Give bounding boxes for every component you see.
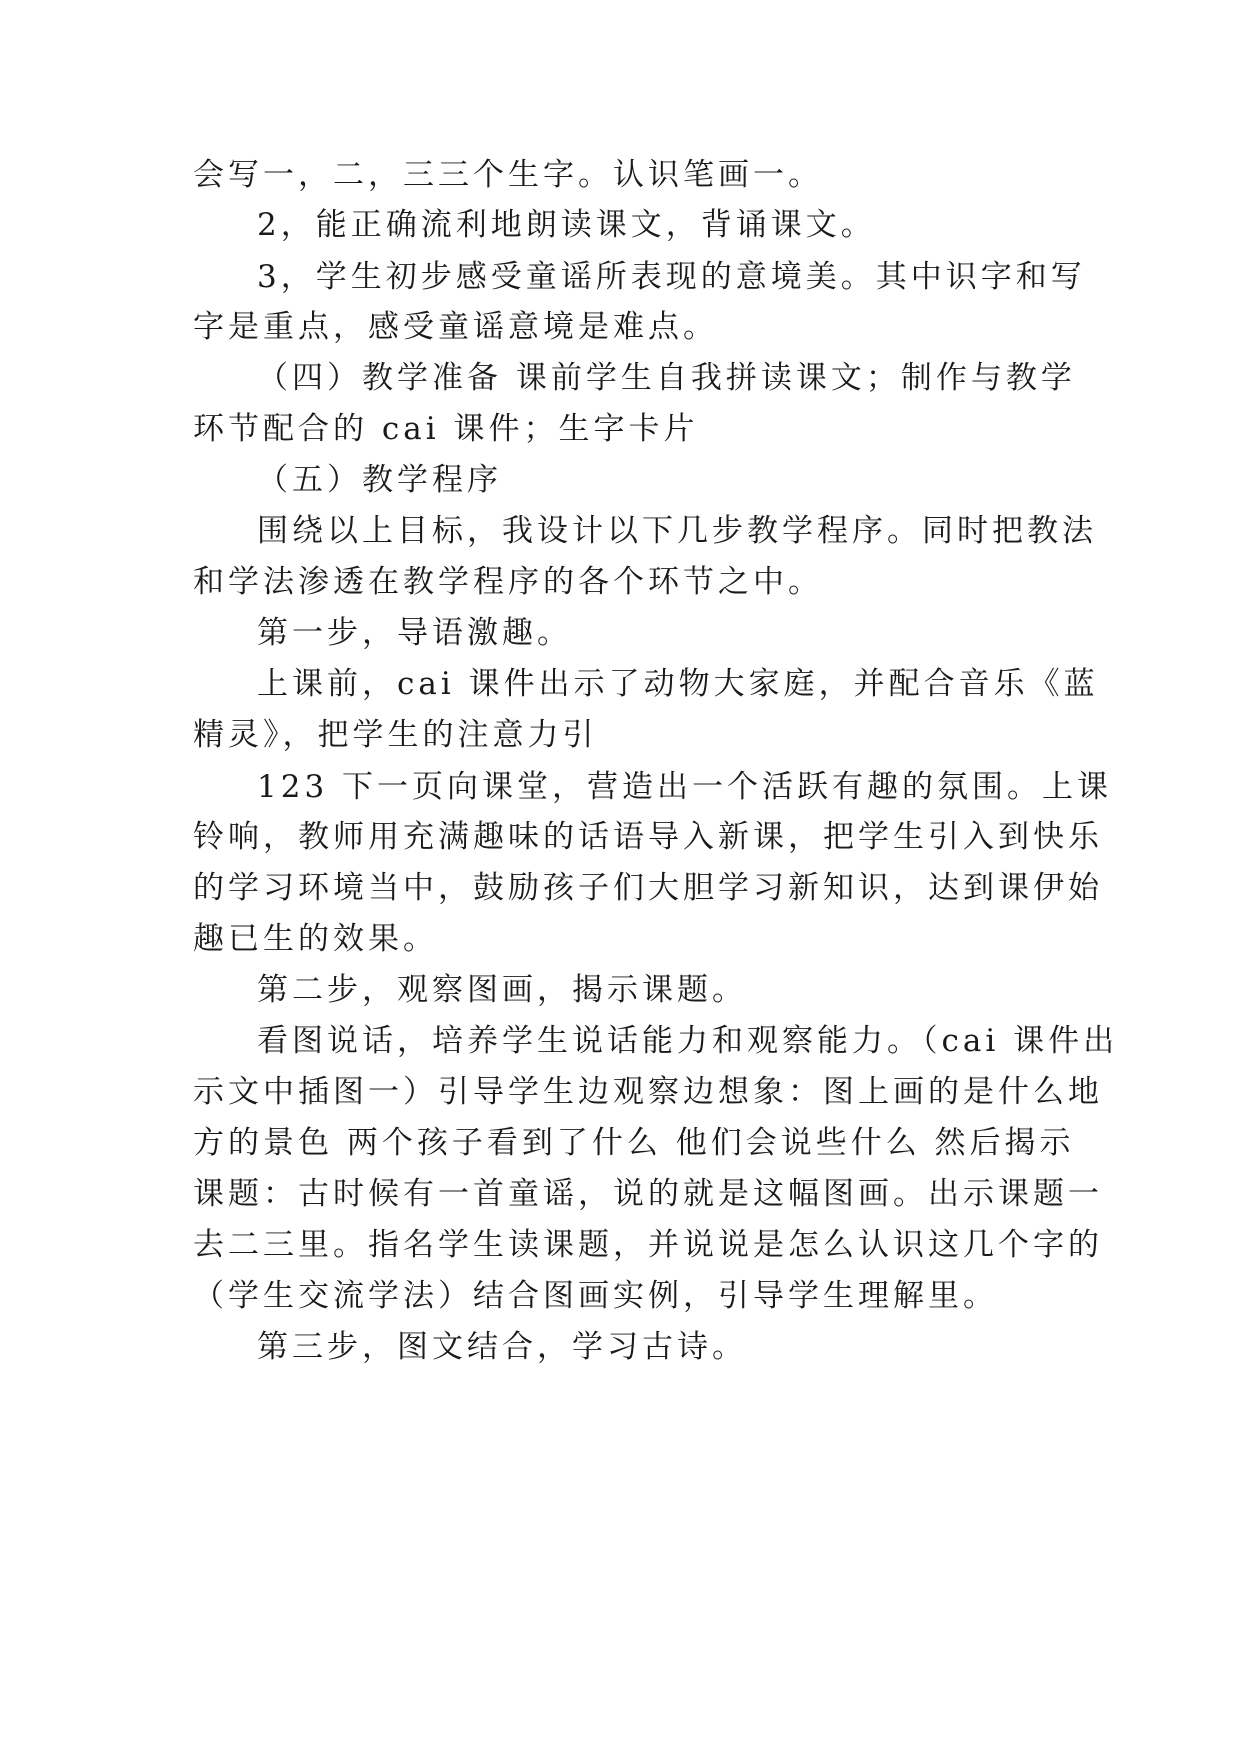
text-line-12: 精灵》，把学生的注意力引 (193, 717, 598, 753)
text-line-5: （四）教学准备 课前学生自我拼读课文；制作与教学 (257, 360, 1076, 396)
text-line-2: 2，能正确流利地朗读课文，背诵课文。 (257, 207, 876, 243)
text-line-23: （学生交流学法）结合图画实例，引导学生理解里。 (193, 1278, 998, 1314)
text-line-13: 123 下一页向课堂，营造出一个活跃有趣的氛围。上课 (257, 769, 1113, 805)
text-line-6: 环节配合的 cai 课件；生字卡片 (193, 411, 699, 447)
text-line-15: 的学习环境当中，鼓励孩子们大胆学习新知识，达到课伊始 (193, 870, 1103, 906)
text-line-16: 趣已生的效果。 (193, 921, 438, 957)
text-line-7: （五）教学程序 (257, 462, 502, 498)
text-line-8: 围绕以上目标，我设计以下几步教学程序。同时把教法 (257, 513, 1097, 549)
text-line-24: 第三步，图文结合，学习古诗。 (257, 1329, 747, 1365)
text-line-18: 看图说话，培养学生说话能力和观察能力。（cai 课件出 (257, 1023, 1119, 1059)
text-line-20: 方的景色 两个孩子看到了什么 他们会说些什么 然后揭示 (193, 1125, 1075, 1161)
text-line-3: 3，学生初步感受童谣所表现的意境美。其中识字和写 (257, 259, 1086, 295)
text-line-10: 第一步，导语激趣。 (257, 615, 572, 651)
text-line-4: 字是重点，感受童谣意境是难点。 (193, 309, 718, 345)
text-line-19: 示文中插图一）引导学生边观察边想象：图上画的是什么地 (193, 1074, 1103, 1110)
text-line-14: 铃响，教师用充满趣味的话语导入新课，把学生引入到快乐 (193, 819, 1103, 855)
text-line-22: 去二三里。指名学生读课题，并说说是怎么认识这几个字的 (193, 1227, 1103, 1263)
text-line-11: 上课前，cai 课件出示了动物大家庭，并配合音乐《蓝 (257, 666, 1099, 702)
text-line-17: 第二步，观察图画，揭示课题。 (257, 972, 747, 1008)
text-line-9: 和学法渗透在教学程序的各个环节之中。 (193, 564, 823, 600)
text-line-1: 会写一，二，三三个生字。认识笔画一。 (193, 157, 823, 193)
text-line-21: 课题：古时候有一首童谣，说的就是这幅图画。出示课题一 (193, 1176, 1103, 1212)
